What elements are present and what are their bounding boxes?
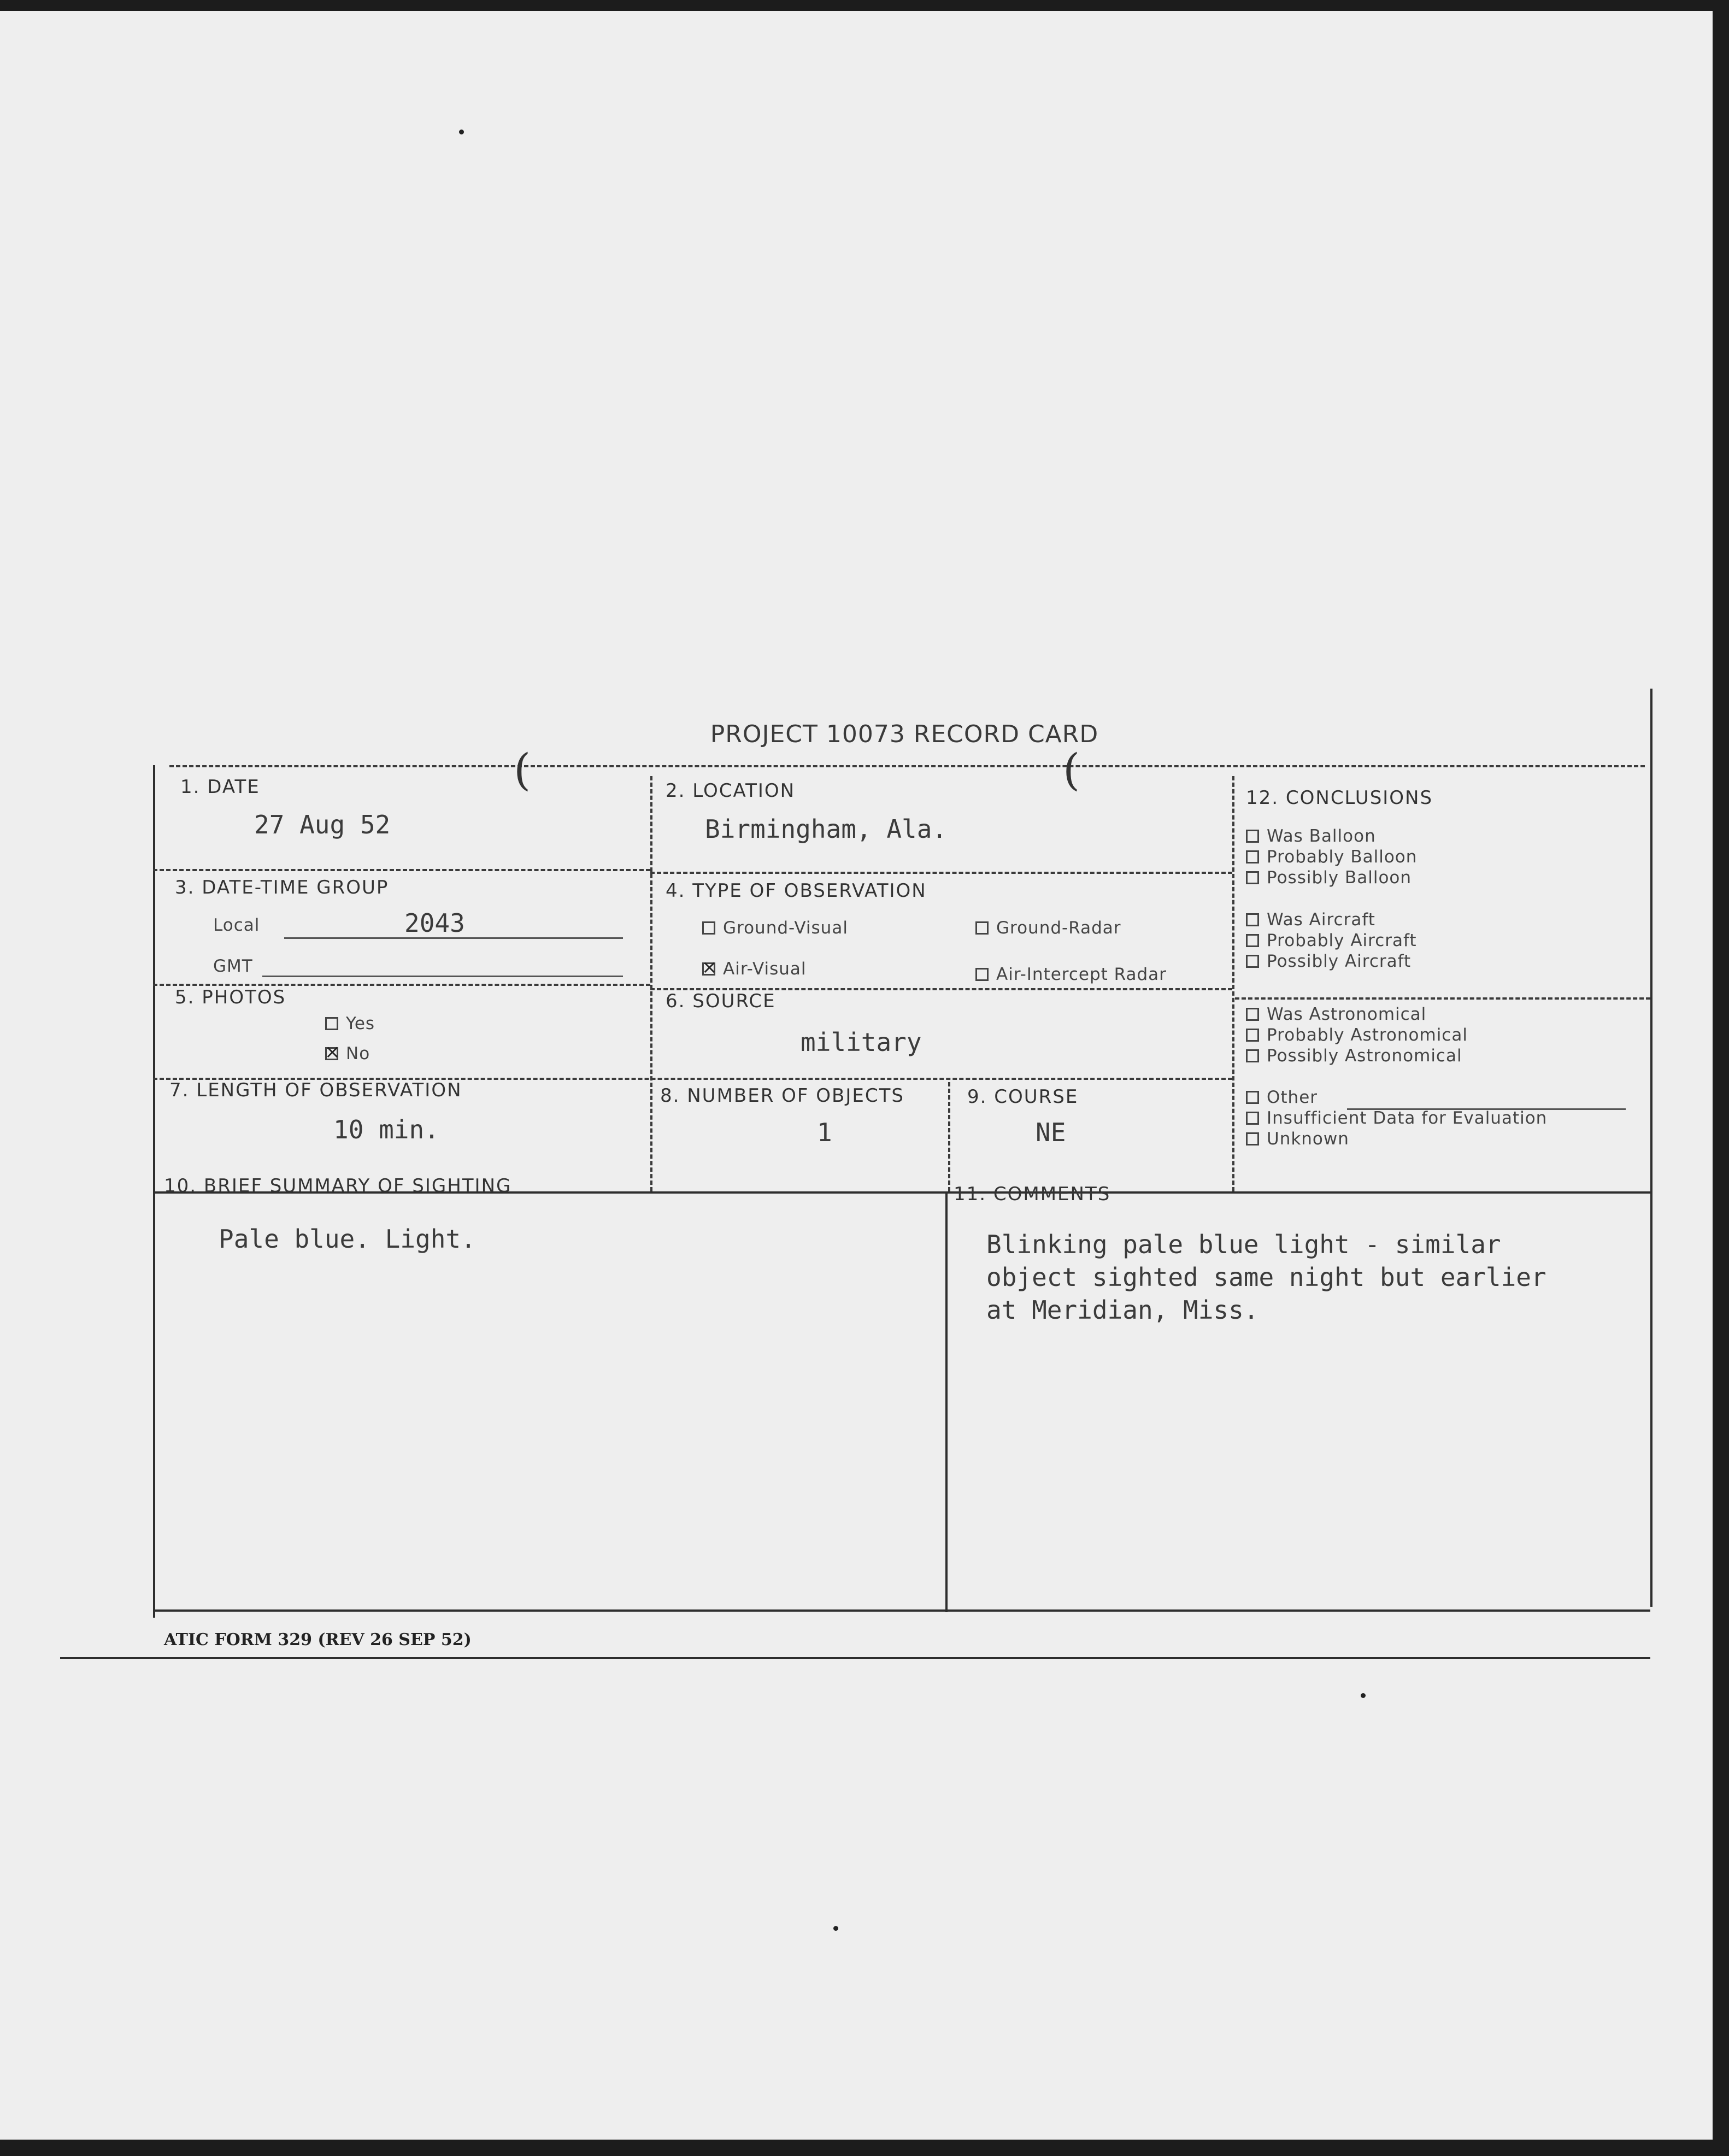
summary-value: Pale blue. Light. bbox=[219, 1224, 476, 1254]
option-air-visual[interactable] bbox=[702, 959, 807, 979]
card-bottom-border bbox=[153, 1609, 1650, 1612]
option-ground-radar-text: Ground-Radar bbox=[996, 918, 1121, 938]
checkbox-icon bbox=[325, 1017, 338, 1030]
form-number: ATIC FORM 329 (REV 26 SEP 52) bbox=[164, 1630, 472, 1649]
local-label: Local bbox=[213, 915, 260, 935]
conclusion-item[interactable] bbox=[1246, 931, 1417, 950]
checkbox-icon bbox=[1246, 1049, 1259, 1062]
checkbox-icon bbox=[975, 968, 989, 981]
gmt-underline bbox=[262, 976, 623, 977]
card-top-border bbox=[169, 765, 1645, 767]
conclusion-text: Possibly Astronomical bbox=[1267, 1046, 1462, 1066]
conclusion-text: Was Aircraft bbox=[1267, 910, 1375, 930]
observation-type-label: 4. TYPE OF OBSERVATION bbox=[666, 880, 927, 902]
conclusion-item[interactable] bbox=[1246, 910, 1375, 930]
divider-row1-middle bbox=[650, 872, 1232, 874]
photos-yes-text: Yes bbox=[346, 1014, 375, 1033]
scan-border-top bbox=[0, 0, 1729, 11]
comments-line-2: object sighted same night but earlier bbox=[986, 1262, 1546, 1292]
checked-box-icon bbox=[702, 962, 715, 976]
source-value: military bbox=[801, 1027, 922, 1057]
checkbox-icon bbox=[1246, 913, 1259, 926]
option-ground-visual[interactable] bbox=[702, 918, 848, 938]
checked-box-icon bbox=[325, 1047, 338, 1060]
conclusion-item[interactable] bbox=[1246, 1004, 1426, 1024]
divider-bottom-middle bbox=[945, 1191, 948, 1612]
checkbox-icon bbox=[1246, 830, 1259, 843]
photos-no-text: No bbox=[346, 1044, 370, 1064]
date-label: 1. DATE bbox=[180, 776, 260, 798]
photos-label: 5. PHOTOS bbox=[175, 986, 286, 1008]
checkbox-icon bbox=[1246, 955, 1259, 968]
speck bbox=[833, 1926, 838, 1931]
conclusion-text: Unknown bbox=[1267, 1129, 1349, 1149]
course-value: NE bbox=[1036, 1118, 1066, 1147]
conclusion-text: Was Astronomical bbox=[1267, 1004, 1427, 1024]
divider-row1-left bbox=[153, 869, 650, 871]
conclusions-divider bbox=[1235, 997, 1650, 1000]
location-label: 2. LOCATION bbox=[666, 780, 796, 802]
checkbox-icon bbox=[1246, 850, 1259, 863]
objects-value: 1 bbox=[817, 1118, 832, 1147]
conclusion-text: Probably Aircraft bbox=[1267, 931, 1417, 950]
checkbox-icon bbox=[1246, 1112, 1259, 1125]
conclusions-label: 12. CONCLUSIONS bbox=[1246, 787, 1433, 809]
comments-line-3: at Meridian, Miss. bbox=[986, 1295, 1259, 1325]
footer-rule bbox=[60, 1657, 1650, 1659]
checkbox-icon bbox=[1246, 871, 1259, 884]
card-right-border bbox=[1650, 689, 1652, 1607]
option-ground-radar[interactable] bbox=[975, 918, 1121, 938]
scan-border-bottom bbox=[0, 2140, 1729, 2156]
objects-label: 8. NUMBER OF OBJECTS bbox=[660, 1085, 904, 1107]
divider-row2-left bbox=[153, 984, 650, 986]
option-air-visual-text: Air-Visual bbox=[723, 959, 807, 979]
option-air-intercept[interactable] bbox=[975, 965, 1167, 984]
location-value: Birmingham, Ala. bbox=[705, 814, 948, 844]
speck bbox=[1361, 1693, 1366, 1698]
checkbox-icon bbox=[1246, 1008, 1259, 1021]
conclusion-text: Probably Balloon bbox=[1267, 847, 1418, 867]
option-air-intercept-text: Air-Intercept Radar bbox=[996, 965, 1167, 984]
record-card bbox=[153, 744, 1650, 1612]
conclusion-item[interactable] bbox=[1246, 1129, 1349, 1149]
divider-col3 bbox=[948, 1082, 950, 1191]
checkbox-icon bbox=[975, 921, 989, 935]
photos-yes[interactable] bbox=[325, 1014, 375, 1033]
local-value: 2043 bbox=[404, 908, 465, 938]
card-title: PROJECT 10073 RECORD CARD bbox=[710, 720, 1099, 748]
comments-label: 11. COMMENTS bbox=[954, 1183, 1111, 1205]
conclusion-item[interactable] bbox=[1246, 951, 1411, 971]
divider-col1 bbox=[650, 776, 652, 1191]
conclusion-item[interactable] bbox=[1246, 1046, 1462, 1066]
checkbox-icon bbox=[702, 921, 715, 935]
conclusion-text: Was Balloon bbox=[1267, 826, 1376, 846]
course-label: 9. COURSE bbox=[967, 1086, 1079, 1108]
punch-mark-left: ( bbox=[514, 744, 531, 795]
length-value: 10 min. bbox=[333, 1115, 439, 1144]
conclusion-item[interactable] bbox=[1246, 868, 1412, 888]
conclusion-item[interactable] bbox=[1246, 1088, 1318, 1107]
conclusion-item[interactable] bbox=[1246, 1108, 1547, 1128]
conclusion-text: Possibly Aircraft bbox=[1267, 951, 1412, 971]
speck bbox=[459, 130, 464, 134]
gmt-label: GMT bbox=[213, 956, 253, 976]
conclusion-text: Insufficient Data for Evaluation bbox=[1267, 1108, 1548, 1128]
length-label: 7. LENGTH OF OBSERVATION bbox=[169, 1079, 462, 1101]
checkbox-icon bbox=[1246, 934, 1259, 947]
option-ground-visual-text: Ground-Visual bbox=[723, 918, 848, 938]
conclusion-text: Probably Astronomical bbox=[1267, 1025, 1468, 1045]
dtg-label: 3. DATE-TIME GROUP bbox=[175, 877, 389, 898]
checkbox-icon bbox=[1246, 1091, 1259, 1104]
checkbox-icon bbox=[1246, 1132, 1259, 1145]
divider-col2 bbox=[1232, 776, 1234, 1191]
conclusion-item[interactable] bbox=[1246, 1025, 1468, 1045]
conclusion-text: Other bbox=[1267, 1088, 1318, 1107]
source-label: 6. SOURCE bbox=[666, 990, 776, 1012]
comments-line-1: Blinking pale blue light - similar bbox=[986, 1230, 1501, 1259]
checkbox-icon bbox=[1246, 1029, 1259, 1042]
date-value: 27 Aug 52 bbox=[254, 810, 391, 839]
summary-label: 10. BRIEF SUMMARY OF SIGHTING bbox=[164, 1175, 512, 1197]
conclusion-item[interactable] bbox=[1246, 826, 1376, 846]
photos-no[interactable] bbox=[325, 1044, 370, 1064]
conclusion-text: Possibly Balloon bbox=[1267, 868, 1412, 888]
punch-mark-right: ( bbox=[1063, 744, 1080, 795]
scan-border-right bbox=[1713, 0, 1729, 2156]
conclusion-item[interactable] bbox=[1246, 847, 1417, 867]
